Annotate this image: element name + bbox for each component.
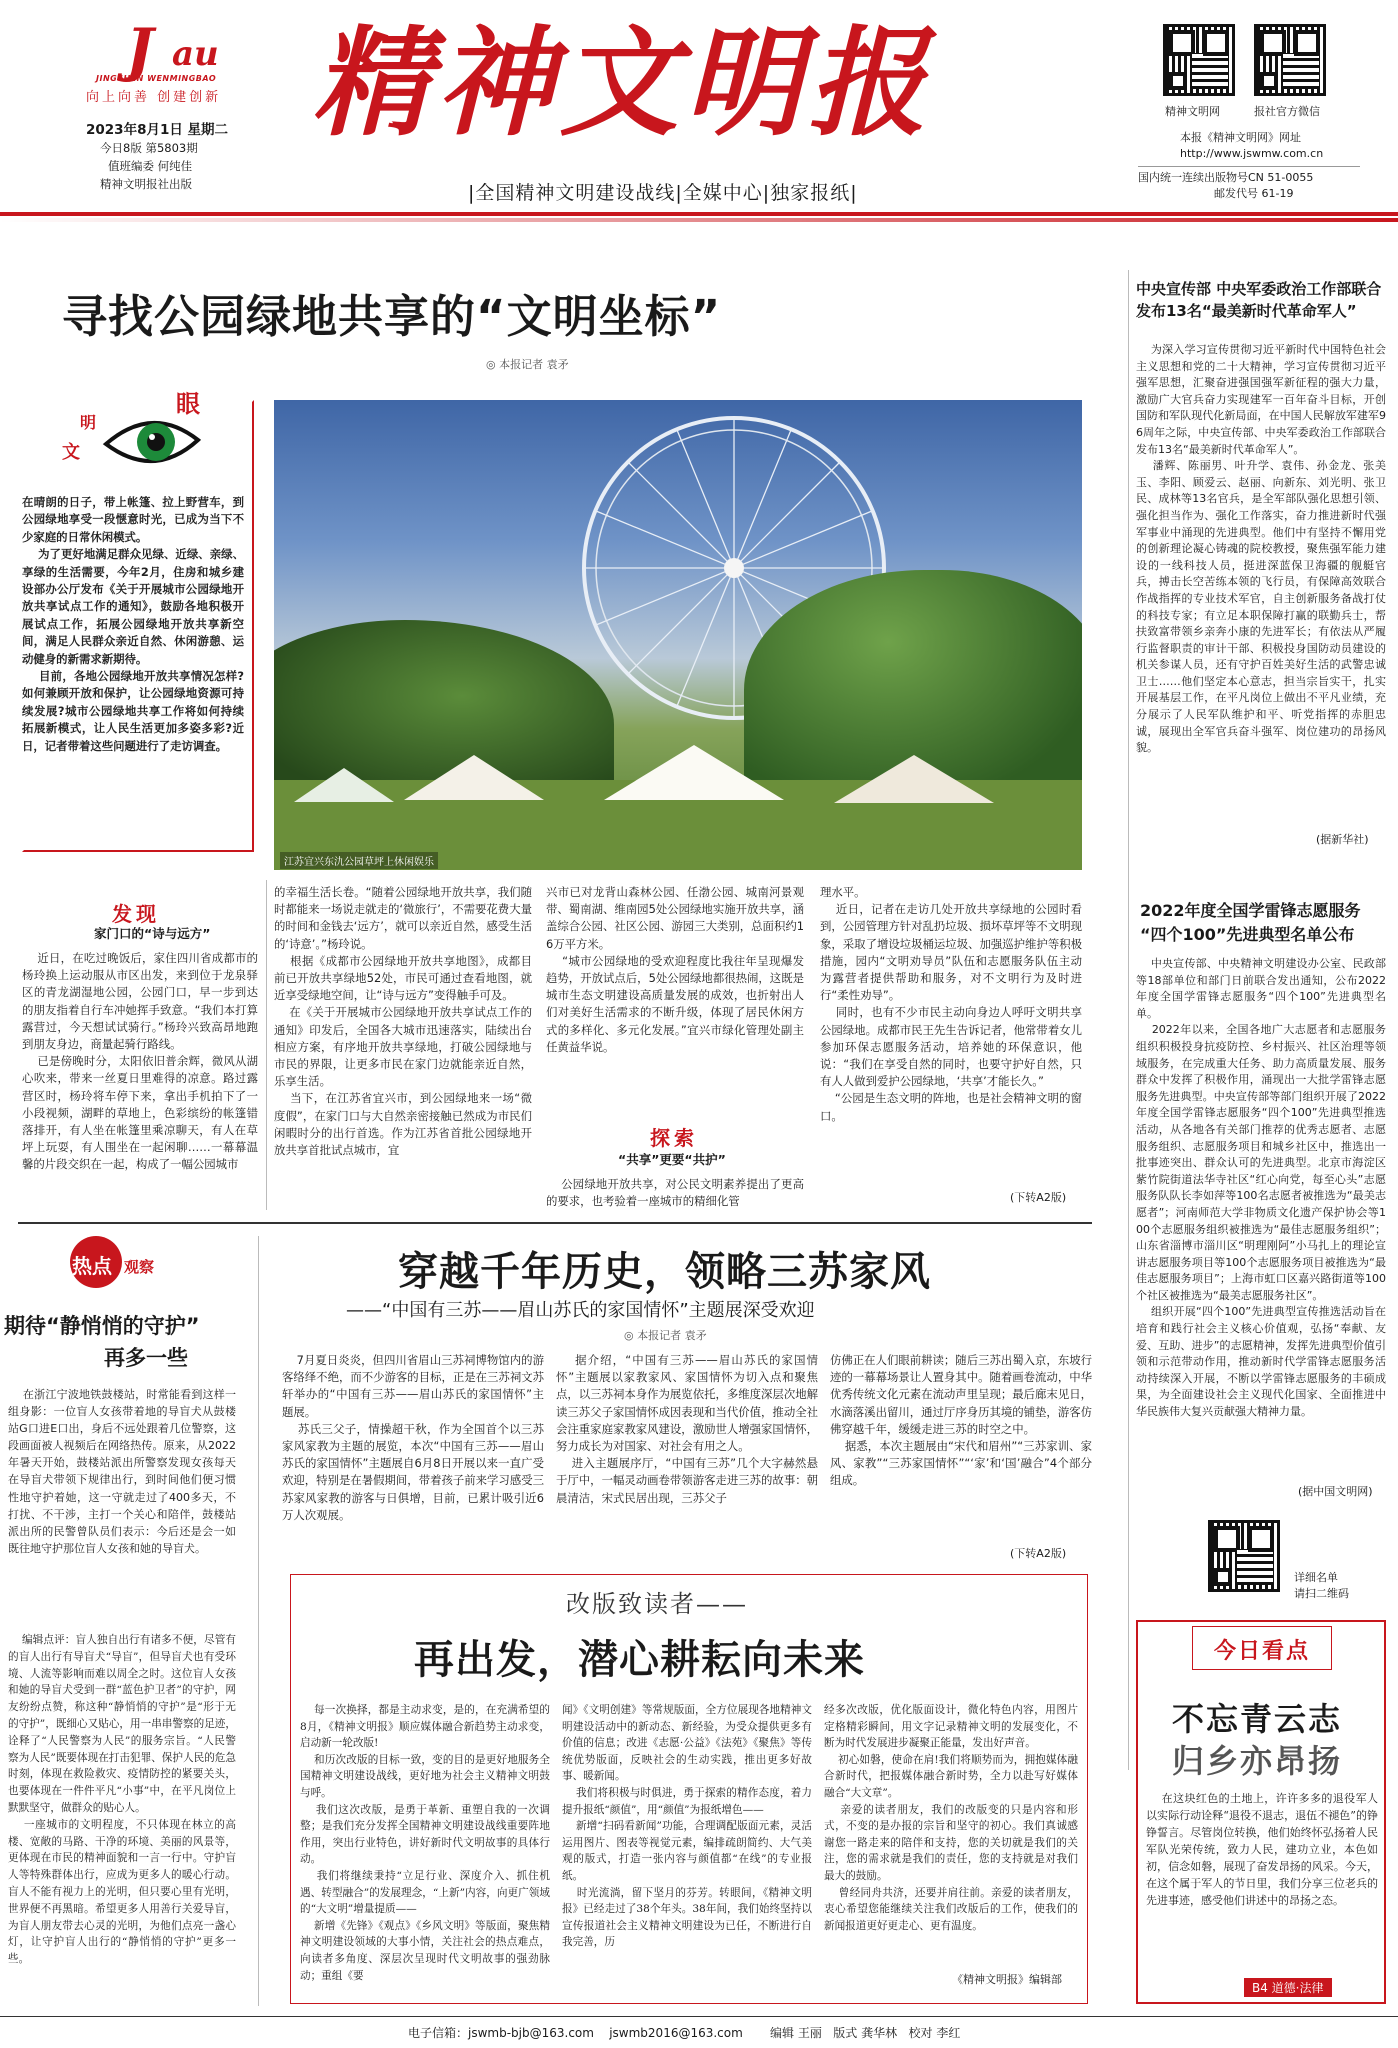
slogan: 向上向善 创建创新: [86, 90, 222, 105]
faxian-subhead: 家门口的“诗与远方”: [94, 926, 211, 941]
masthead-rule-right: [1138, 166, 1360, 167]
today-tag: 今日看点: [1214, 1639, 1311, 1664]
hotspot-tag2: 观察: [124, 1258, 155, 1276]
lead-col3b: 公园绿地开放共享，对公民文明素养提出了更高的要求，也考验着一座城市的精细化管: [546, 1177, 804, 1209]
qr-list-label-1: 详细名单: [1294, 1571, 1338, 1584]
hotspot-divider: [258, 1236, 259, 2006]
sansu-headline: 穿越千年历史，领略三苏家风: [398, 1249, 931, 1295]
photo-caption: 江苏宜兴东氿公园草坪上休闲娱乐: [280, 852, 438, 869]
right-mid-source: (据中国文明网): [1298, 1485, 1373, 1498]
qr-list-label-2: 请扫二维码: [1294, 1587, 1349, 1600]
hotspot-comment: 编辑点评：盲人独自出行有诸多不便，尽管有的盲人出行有导盲犬“导盲”，但导盲犬也有受环境、人流等影响而难以周全之时。这位盲人女孩和她的导盲犬受到一群“蓝色护卫者”的守护，网友纷纷点赞，称这种“静悄悄的守护”是“形于无的守护”，既细心又贴心，用一串串警察的足迹，诠释了“人民警察为人民”的服务宗旨。“人民警察为人民”既要体现在打击犯罪、保护人民的危急时刻，体现在救险救灾、疫情防控的紧要关头，也要体现在一件件平凡“小事”中，在平凡岗位上默默坚守，做群众的贴心人。 一座城市的文明程度，不只体现在林立的高楼、宽敞的马路、干净的环境、美丽的风景等，更体现在市民的精神面貌和一言一行中。守护盲人等特殊群体出行，应成为更多人的暖心行动。盲人不能有视力上的光明，但只要心里有光明，世界便不再黑暗。希望更多人用善行关爱导盲，为盲人朋友带去心灵的光明，为他们点亮一盏心灯，让守护盲人出行的“静悄悄的守护”更多一些。: [8, 1634, 236, 1966]
lead-continued[interactable]: (下转A2版): [1010, 1191, 1067, 1204]
eye-label-ming: 明: [80, 413, 97, 432]
right-mid-headline-1: 2022年度全国学雷锋志愿服务: [1140, 901, 1361, 920]
newspaper-title: 精神文明报: [312, 13, 933, 152]
right-top-headline: 中央宣传部 中央军委政治工作部联合发布13名“最美新时代革命军人”: [1136, 280, 1382, 320]
lead-intro: 在晴朗的日子，带上帐篷、拉上野营车，到公园绿地享受一段惬意时光，已成为当下不少家庭的日常休闲模式。 为了更好地满足群众见绿、近绿、亲绿、享绿的生活需要，今年2月，住房和城乡建设部办公厅发布《关于开展城市公园绿地开放共享试点工作的通知》，鼓励各地积极开展试点工作，拓展公园绿地开放共享新空间，满足人民群众亲近自然、休闲游憩、运动健身的新需求新期待。 目前，各地公园绿地开放共享情况怎样?如何兼顾开放和保护，让公园绿地资源可持续发展?城市公园绿地共享工作将如何持续拓展新模式，让人民生活更加多姿多彩?近日，记者带着这些问题进行了走访调查。: [22, 495, 244, 753]
tent-1: [404, 755, 544, 800]
eye-label-wen: 文: [62, 442, 80, 463]
publisher-line: 精神文明报社出版: [100, 177, 192, 191]
qr-code-list: [1208, 1520, 1280, 1592]
footer-staff: 编辑 王丽 版式 龚华林 校对 李红: [770, 2026, 961, 2040]
tansuo-tag: 探索: [650, 1126, 698, 1150]
col-divider: [266, 880, 267, 1210]
lead-col2: 的幸福生活长卷。“随着公园绿地开放共享，我们随时都能来一场说走就走的‘微旅行’，不需要花费大量的时间和金钱去‘远方’，就可以亲近自然，感受生活的‘诗意’。”杨玲说。 根据《成都市公园绿地开放共享地图》，成都目前已开放共享绿地52处，市民可通过查看地图，就近享受绿地空间，让“诗与远方”变得触手可及。 在《关于开展城市公园绿地开放共享试点工作的通知》印发后，全国各大城市迅速落实，陆续出台相应方案，有序地开放共享绿地，打破公园绿地与市民的界限，让更多市民在家门边就能亲近自然，乐享生活。 当下，在江苏省宜兴市，到公园绿地来一场“微度假”，在家门口与大自然亲密接触已然成为市民们闲暇时分的出行首选。作为江苏省首批公园绿地开放共享首批试点城市，宜: [274, 885, 533, 1158]
sansu-col2: 据介绍，“中国有三苏——眉山苏氏的家国情怀”主题展以家教家风、家国情怀为切入点和聚焦点，以三苏祠本身作为展览依托，多维度深层次地解读三苏父子家国情怀成因表现和当代价值，推动全社会注重家庭家教家风建设，激励世人增强家国情怀，努力成长为对国家、对社会有用之人。 进入主题展序厅，“中国有三苏”几个大字赫然悬于厅中，一幅灵动画卷带领游客走进三苏的故事：朝晨清洁，宋式民居出现，三苏父子: [556, 1353, 819, 1505]
footer-email[interactable]: 电子信箱：jswmb-bjb@163.com jswmb2016@163.com: [408, 2026, 743, 2040]
website-url[interactable]: http://www.jswmw.com.cn: [1180, 147, 1324, 160]
lead-col3: 兴市已对龙背山森林公园、任渤公园、城南河景观带、蜀南湖、维南园5处公园绿地实施开放共享，涵盖综合公园、社区公园、游园三大类别，总面积约16万平方米。 “城市公园绿地的受欢迎程度比我往年呈现爆发趋势，开放试点后，5处公园绿地都很热闹，这既是城市生态文明建设高质量发展的成效，也折射出人们对美好生活需求的不断升级，体现了居民休闲方式的多样化、多元化发展。”宜兴市绿化管理处副主任黄益华说。: [546, 885, 805, 1054]
right-mid-headline-2: “四个100”先进典型名单公布: [1140, 925, 1355, 944]
sansu-continued[interactable]: (下转A2版): [1010, 1547, 1067, 1560]
cn-number: 国内统一连续出版物号CN 51-0055: [1138, 171, 1314, 184]
right-mid-body: 中央宣传部、中央精神文明建设办公室、民政部等18部单位和部门日前联合发出通知，公布2022年度全国学雷锋志愿服务“四个100”先进典型名单。 2022年以来，全国各地广大志愿者和志愿服务组织积极投身抗疫防控、乡村振兴、社区治理等领域服务，在完成重大任务、助力高质量发展、服务群众中发挥了积极作用，涌现出一大批学雷锋志愿服务先进典型。中央宣传部等部门组织开展了2022年度全国学雷锋志愿服务“四个100”先进典型推选活动，从各地各有关部门推荐的优秀志愿者、志愿服务组织、志愿服务项目和城乡社区中，推选出一批事迹突出、群众认可的先进典型。北京市海淀区紫竹院街道法华寺社区“红心向党，每至心头”志愿服务队队长李如萍等100名志愿者被推选为“最美志愿者”；河南师范大学非物质文化遗产保护协会等100个志愿服务组织被推选为“最佳志愿服务组织”；山东省淄博市淄川区“明理刚阿”小马扎上的理论宣讲志愿服务项目等100个志愿服务项目被推选为“最佳志愿服务项目”；上海市虹口区嘉兴路街道等100个社区被推选为“最美志愿服务社区”。 组织开展“四个100”先进典型宣传推选活动旨在培育和践行社会主义核心价值观，弘扬“奉献、友爱、互助、进步”的志愿精神，发挥先进典型价值引领和示范带动作用，推动新时代学雷锋志愿服务活动持续深入开展，不断以学雷锋志愿服务的丰硕成果，为全面建设社会主义现代化国家、全面推进中华民族伟大复兴贡献强大精神力量。: [1136, 957, 1386, 1419]
tansuo-subhead: “共享”更要“共护”: [618, 1152, 726, 1167]
letter-signature: 《精神文明报》编辑部: [952, 1973, 1062, 1986]
hotspot-headline-1: 期待“静悄悄的守护”: [4, 1314, 200, 1338]
lead-headline: 寻找公园绿地共享的“文明坐标”: [62, 290, 722, 343]
nav-bar: |全国精神文明建设战线|全媒中心|独家报纸|: [468, 182, 858, 204]
lead-col1: 近日，在吃过晚饭后，家住四川省成都市的杨玲换上运动服从市区出发，来到位于龙泉驿区的青龙湖湿地公园，公园门口，早一步到达的朋友指着自行车冲她挥手致意。“我们本打算露营过，今天想试试骑行。”杨玲兴致高昂地跑到朋友身边，商量起骑行路线。 已是傍晚时分，太阳依旧普余辉，微风从湖心吹来，带来一丝夏日里难得的凉意。路过露营区时，杨玲将车停下来，拿出手机拍下了一小段视频，湖畔的草地上，色彩缤纷的帐篷错落排开，有人坐在帐篷里乘凉聊天，有人在草坪上玩耍，有人围坐在一起闲聊……一幕幕温馨的片段交织在一起，构成了一幅公园城市: [22, 951, 258, 1172]
letter-col2: 闻》《文明创建》等常规版面，全方位展现各地精神文明建设活动中的新动态、新经验，为受众提供更多有价值的信息；改进《志愿·公益》《法苑》《聚焦》等传统优势版面，反映社会的生动实践，推出更多好故事、暖新闻。 我们将积极与时俱进，勇于探索的精作态度，着力提升报纸“颜值”，用“颜值”为报纸增色—— 新增“扫码看新闻”功能，合理调配版面元素，灵活运用图片、图表等视觉元素，编排疏朗简约、大气美观的版式，打造一张内容与颜值都“在线”的专业报纸。 时光流淌，留下坚月的芬芳。转眼间，《精神文明报》已经走过了38个年头。38年间，我们始终坚持以宣传报道社会主义精神文明建设为已任，不断进行自我完善，历: [562, 1704, 812, 1949]
tent-3: [834, 755, 994, 803]
date-line: 2023年8月1日 星期二: [86, 122, 229, 138]
letter-col1: 每一次换择，都是主动求变，是的，在充满希望的8月，《精神文明报》顺应媒体融合新趋势主动求变，启动新一轮改版! 和历次改版的目标一致，变的目的是更好地服务全国精神文明建设战线，更好地为社会主义精神文明鼓与呼。 我们这次改版，是勇于革新、重塑自我的一次调整；是我们充分发挥全国精神文明建设战线重要阵地作用，突出行业特色，讲好新时代文明故事的具体行动。 我们将继续秉持“立足行业、深度介入、抓住机遇、转型融合”的发展理念，“上新”内容，向更广领域的“大文明”增量提质—— 新增《先锋》《观点》《乡风文明》等版面，聚焦精神文明建设领域的大事小情，关注社会的热点难点，向读者多角度、深层次呈现时代文明故事的强劲脉动；重组《要: [300, 1704, 550, 1982]
right-top-source: (据新华社): [1316, 833, 1369, 846]
lead-byline: ◎ 本报记者 袁矛: [486, 358, 569, 371]
post-code: 邮发代号 61-19: [1214, 187, 1294, 200]
lead-col4: 理水平。 近日，记者在走访几处开放共享绿地的公园时看到，公园管理方针对乱扔垃圾、损坏草坪等不文明现象，采取了增设垃圾桶运垃圾、加强巡护维护等积极措施，园内“文明劝导员”队伍和志愿服务队伍主动为露营者提供帮助和服务，对不文明行为及时进行“柔性劝导”。 同时，也有不少市民主动向身边人呼吁文明共享公园绿地。成都市民王先生告诉记者，他常带着女儿参加环保志愿服务活动，培养她的环保意识，他说：“我们在享受自然的同时，也要守护好自然，只有人人做到爱护公园绿地，‘共享’才能长久。” “公园是生态文明的阵地，也是社会精神文明的窗口。: [820, 885, 1083, 1123]
eye-label-yan: 眼: [176, 390, 200, 418]
hotspot-body: 在浙江宁波地铁鼓楼站，时常能看到这样一组身影：一位盲人女孩带着地的导盲犬从鼓楼站G口进E口出，身后不远处跟着几位警察，这段画面被人视频后在网络热传。原来，从2022年暑天开始，鼓楼站派出所警察发现女孩每天在导盲犬带领下规律出行，到时间他们便习惯性地守护着她，这一守就走过了400多天，不打扰、不干涉，主打一个关心和陪伴，鼓楼站派出所的民警曾队员们表示：今后还是会一如既往地守护那位盲人女孩和她的导盲犬。: [8, 1388, 236, 1555]
logo-latin: JINGSHEN WENMINGBAO: [96, 74, 217, 83]
masthead-rule: [0, 212, 1398, 216]
masthead: [0, 0, 1398, 204]
sansu-col1: 7月夏日炎炎，但四川省眉山三苏祠博物馆内的游客络绎不绝，而不少游客的目标，正是在三苏祠文苏轩举办的“中国有三苏——眉山苏氏的家国情怀”主题展。 苏氏三父子，情操超干秋，作为全国首个以三苏家风家教为主题的展览，本次“中国有三苏——眉山苏氏的家国情怀”主题展自6月8日开展以来一直广受欢迎，特别是在暑假期间，带着孩子前来学习感受三苏家风家教的游客与日俱增，目前，已累计吸引近6万人次观展。: [282, 1353, 545, 1522]
qr-label-wechat: 报社官方微信: [1254, 105, 1320, 118]
right-top-body: 为深入学习宣传贯彻习近平新时代中国特色社会主义思想和党的二十大精神，学习宣传贯彻习近平强军思想，汇聚奋进强国强军新征程的强大力量，激励广大官兵奋力实现建军一百年奋斗目标，开创国防和军队现代化新局面，在中国人民解放军建军96周年之际，中央宣传部、中央军委政治工作部联合发布13名“最美新时代革命军人”。 潘辉、陈丽男、叶升学、袁伟、孙金龙、张美玉、李阳、顾爱云、赵丽、向新东、刘光明、张卫民、成林等13名官兵，是全军部队强化思想引领、强化担当作为、强化工作落实，奋力推进新时代强军事业中涌现的先进典型。他们中有坚持不懈用党的创新理论凝心铸魂的院校教授，聚焦强军能力建设的一线科技人员，挺进深蓝保卫海疆的舰艇官兵，搏击长空苦练本领的飞行员，有保障高效联合作战指挥的专业技术军官，自主创新服务备战打仗的科技专家；有立足本职保障打赢的联勤兵士，帮扶致富带领乡亲奔小康的先进军长；有依法从严履行监督职责的审计干部、积极投身国防动员建设的机关参谋人员，还有守护百姓美好生活的武警忠诚卫士……他们坚定本心意志，担当宗旨实干，扎实开展基层工作，在平凡岗位上做出不平凡业绩，充分展示了人民军队维护和平、听党指挥的赤胆忠诚，展现出全军官兵奋斗强军、岗位建功的昂扬风貌。: [1136, 343, 1386, 755]
letter-headline: 再出发，潜心耕耘向未来: [414, 1637, 865, 1683]
logo-mark: J: [126, 16, 154, 84]
qr-code-wechat: [1254, 24, 1326, 96]
logo-block: [86, 16, 286, 112]
masthead-accent: [0, 218, 1398, 222]
letter-col3: 经多次改版，优化版面设计，微化特色内容，用图片定格精彩瞬间，用文字记录精神文明的发展变化，不断为时代发展进步凝聚正能量，发出好声音。 初心如磐，使命在肩!我们将顺势而为，拥抱媒体融合新时代，把报媒体融合新时势，全力以赴写好媒体融合“大文章”。 亲爱的读者朋友，我们的改版变的只是内容和形式，不变的是办报的宗旨和坚守的初心。我们真诚感谢您一路走来的陪伴和支持，您的关切就是我们的关注，您的需求就是我们的责任，您的支持就是对我们最大的鼓励。 曾经同舟共济，还要并肩往前。亲爱的读者朋友，衷心希望您能继续关注我们改版后的工作，使我们的新闻报道更好更走心、更有温度。: [824, 1704, 1078, 1932]
today-page-ref[interactable]: B4 道德·法律: [1244, 1978, 1332, 1997]
url-label: 本报《精神文明网》网址: [1180, 131, 1301, 144]
footer-rule: [0, 2016, 1398, 2017]
today-body: 在这块红色的土地上，许许多多的退役军人以实际行动诠释“退役不退志，退伍不褪色”的铮铮誓言。尽管岗位转换，他们始终怀弘扬着人民军队光荣传统，致力人民，建功立业，本色如初，信念如磐，展现了奋发昂扬的风采。今天，在这个属于军人的节日里，我们分享三位老兵的先进事迹，感受他们讲述中的昂扬之态。: [1146, 1792, 1378, 1907]
lead-photo: [274, 400, 1082, 870]
qr-label-website: 精神文明网: [1165, 105, 1220, 118]
tent-4: [294, 768, 394, 802]
today-headline-2: 归乡亦昂扬: [1172, 1742, 1343, 1780]
faxian-tag: 发现: [112, 902, 160, 926]
logo-mark-tail: au: [172, 34, 219, 74]
letter-kicker: 改版致读者——: [566, 1590, 748, 1618]
sansu-subhead: ——“中国有三苏——眉山苏氏的家国情怀”主题展深受欢迎: [346, 1300, 815, 1321]
tent-2: [604, 745, 784, 800]
hotspot-tag: 热点: [72, 1254, 112, 1278]
lead-bottom-rule: [18, 1222, 1092, 1224]
sansu-col3: 仿佛正在人们眼前耕读；随后三苏出蜀入京，东坡行迹的一幕幕场景让人置身其中。随着画卷流动，中华优秀传统文化元素在流动声里呈现；最后廊末见日，水滴落溪出留川，通过厅序身历其境的铺垫，游客仿佛穿越千年，缓缓走进三苏的时空之中。 据悉，本次主题展由“宋代和眉州”“三苏家训、家风、家教”“三苏家国情怀”“‘家’和‘国’融合”4个部分组成。: [830, 1353, 1092, 1488]
qr-code-website: [1163, 24, 1235, 96]
sansu-byline: ◎ 本报记者 袁矛: [624, 1329, 707, 1342]
editor-line: 值班编委 何纯佳: [108, 159, 193, 173]
hotspot-headline-2: 再多一些: [104, 1346, 188, 1370]
today-headline-1: 不忘青云志: [1172, 1700, 1343, 1738]
right-column-divider: [1128, 270, 1129, 1770]
issue-line: 今日8版 第5803期: [100, 141, 198, 155]
